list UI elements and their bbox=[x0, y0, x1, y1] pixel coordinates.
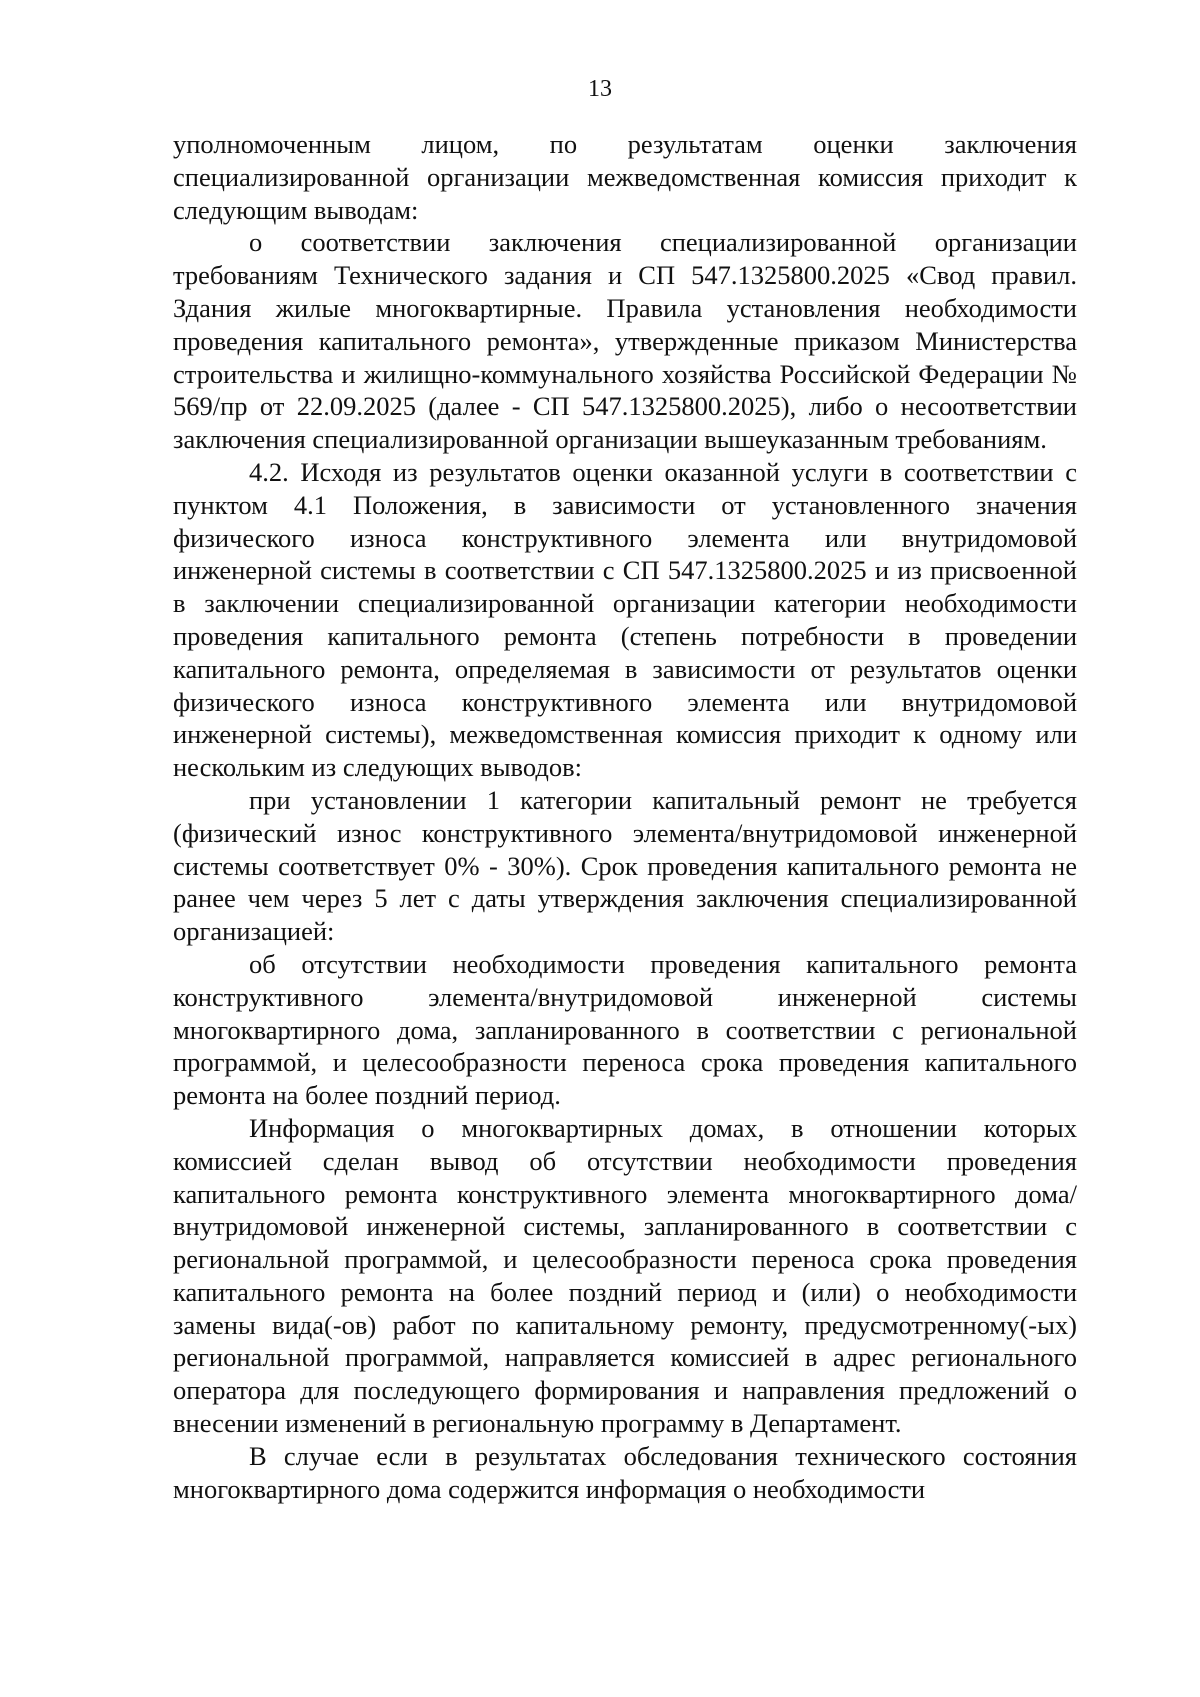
paragraph-information-transfer: Информация о многоквартирных домах, в отношении которых комиссией сделан вывод об отсутствии необходимости проведения капитального ремонта конструктивного элемента многоквартирного дома/внутридомовой инженерной системы, запланированного в соответствии с региональной программой, и целесообразности переноса срока проведения капитального ремонта на более поздний период и (или) о необходимости замены вида(-ов) работ по капитальному ремонту, предусмотренному(-ых) региональной программой, направляется комиссией в адрес регионального оператора для последующего формирования и направления предложений о внесении изменений в региональную программу в Департамент. bbox=[173, 1112, 1077, 1439]
paragraph-inspection-results: В случае если в результатах обследования технического состояния многоквартирного дома содержится информация о необходимости bbox=[173, 1440, 1077, 1504]
paragraph-category-1: при установлении 1 категории капитальный ремонт не требуется (физический износ конструктивного элемента/внутридомовой инженерной системы соответствует 0% - 30%). Срок проведения капитального ремонта не ранее чем через 5 лет с даты утверждения заключения специализированной организацией: bbox=[173, 784, 1077, 947]
document-body bbox=[173, 128, 1077, 1505]
paragraph-section-4-2: 4.2. Исходя из результатов оценки оказанной услуги в соответствии с пунктом 4.1 Положения, в зависимости от установленного значения физического износа конструктивного элемента или внутридомовой инженерной системы в соответствии с СП 547.1325800.2025 и из присвоенной в заключении специализированной организации категории необходимости проведения капитального ремонта (степень потребности в проведении капитального ремонта, определяемая в зависимости от результатов оценки физического износа конструктивного элемента или внутридомовой инженерной системы), межведомственная комиссия приходит к одному или нескольким из следующих выводов: bbox=[173, 456, 1077, 783]
paragraph-continued: уполномоченным лицом, по результатам оценки заключения специализированной организации межведомственная комиссия приходит к следующим выводам: bbox=[173, 129, 1077, 225]
paragraph-no-repair-needed: об отсутствии необходимости проведения капитального ремонта конструктивного элемента/внутридомовой инженерной системы многоквартирного дома, запланированного в соответствии с региональной программой, и целесообразности переноса срока проведения капитального ремонта на более поздний период. bbox=[173, 948, 1077, 1111]
paragraph-conformity-conclusion: о соответствии заключения специализированной организации требованиям Технического задания и СП 547.1325800.2025 «Свод правил. Здания жилые многоквартирные. Правила установления необходимости проведения капитального ремонта», утвержденные приказом Министерства строительства и жилищно-коммунального хозяйства Российской Федерации № 569/пр от 22.09.2025 (далее - СП 547.1325800.2025), либо о несоответствии заключения специализированной организации вышеуказанным требованиям. bbox=[173, 227, 1077, 455]
page-number: 13 bbox=[588, 76, 612, 102]
